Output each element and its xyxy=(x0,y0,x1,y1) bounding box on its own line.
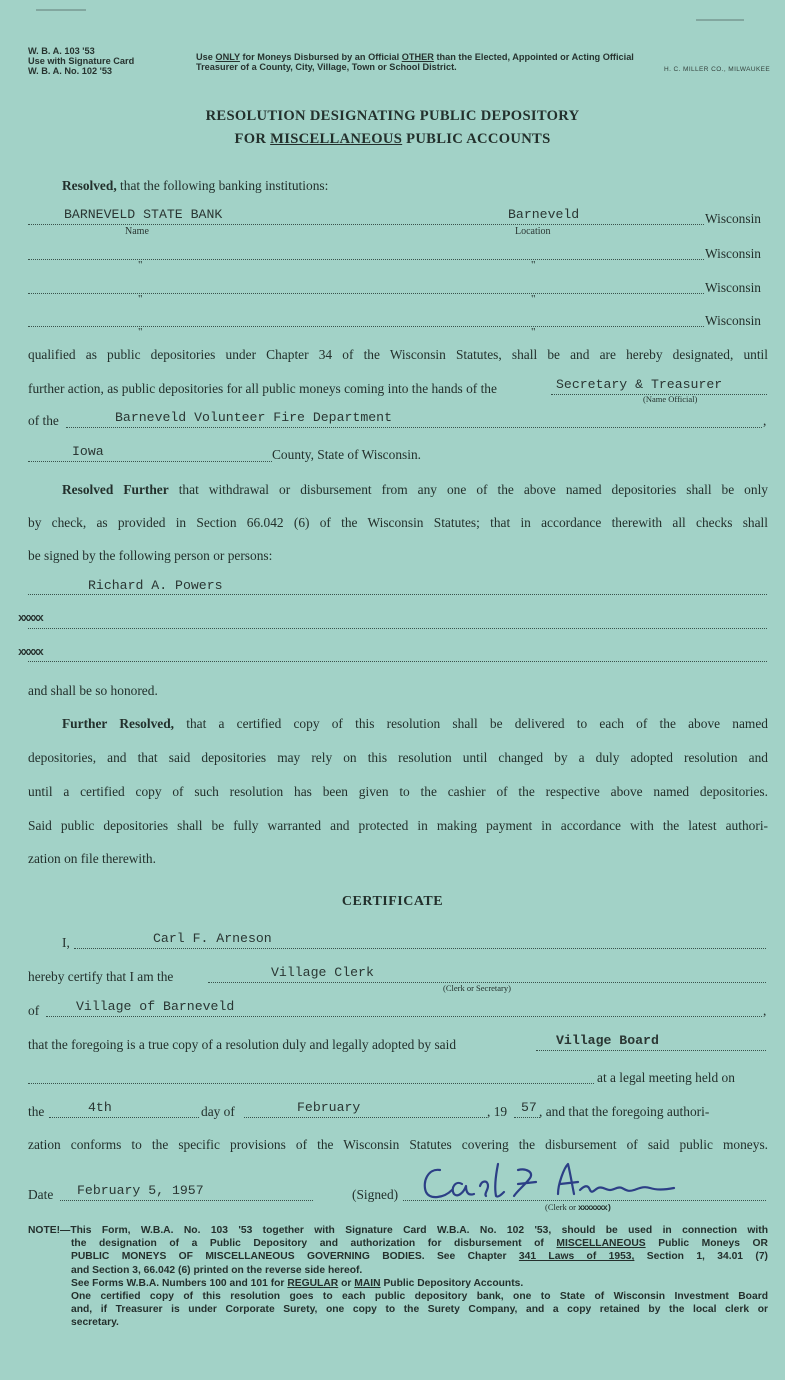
ditto-mark: " xyxy=(138,326,143,338)
clerk-name-value: Carl F. Arneson xyxy=(153,931,272,946)
form-title-line-2 xyxy=(0,131,785,148)
further-resolved-bold: Further Resolved, xyxy=(62,716,175,731)
state-label: Wisconsin xyxy=(705,280,761,295)
further-line-1 xyxy=(62,482,768,498)
title-text: PUBLIC ACCOUNTS xyxy=(402,131,551,147)
usage-only: ONLY xyxy=(215,52,240,62)
signer-line xyxy=(28,594,767,595)
board-value: Village Board xyxy=(556,1033,659,1048)
the-label: the xyxy=(28,1104,45,1119)
further-line-3: be signed by the following person or persons: xyxy=(28,548,273,563)
location-caption: Location xyxy=(515,226,551,237)
xout-mark: xxxxx xyxy=(18,647,43,659)
paper-mark xyxy=(36,9,86,11)
usage-text: Use xyxy=(196,52,216,62)
note-line-3 xyxy=(28,1250,768,1263)
printer-mark: H. C. MILLER CO., MILWAUKEE xyxy=(664,66,771,73)
note-line-1: NOTE!—This Form, W.B.A. No. 103 '53 together with Signature Card W.B.A. No. 102 '53, should be used in connection with xyxy=(28,1225,768,1236)
usage-text: than the Elected, Appointed or Acting Official xyxy=(433,52,634,62)
signer-line-2 xyxy=(28,628,767,629)
xout-mark: xxxxx xyxy=(18,613,43,625)
clerk-title-value: Village Clerk xyxy=(271,965,374,980)
further-bold: Resolved Further xyxy=(62,482,169,497)
organization-line xyxy=(66,427,762,428)
note-line-8: secretary. xyxy=(71,1317,119,1329)
signer-value: Richard A. Powers xyxy=(88,578,223,593)
year-line xyxy=(514,1117,540,1118)
state-label: Wisconsin xyxy=(705,246,761,261)
honored-text: and shall be so honored. xyxy=(28,683,158,698)
qualified-line-1: qualified as public depositories under Chapter 34 of the Wisconsin Statutes, shall be and are hereby designated, until xyxy=(28,347,768,362)
bank-line-3 xyxy=(28,293,704,294)
official-caption: (Name Official) xyxy=(643,394,698,404)
signed-caption-text: (Clerk or xyxy=(545,1202,579,1212)
usage-line-2: Treasurer of a County, City, Village, Town or School District. xyxy=(196,62,457,72)
name-caption: Name xyxy=(125,226,149,237)
note-underlined: MAIN xyxy=(354,1277,381,1289)
resolved-text: that the following banking institutions: xyxy=(116,178,329,193)
authori-text: , and that the foregoing authori- xyxy=(539,1104,710,1119)
village-line xyxy=(46,1016,762,1017)
comma: , xyxy=(763,413,767,428)
bank-location: Barneveld xyxy=(508,207,580,222)
day-line xyxy=(49,1117,199,1118)
note-text: PUBLIC MONEYS OF MISCELLANEOUS GOVERNING BODIES. See Chapter xyxy=(71,1251,519,1263)
signer-line-3 xyxy=(28,661,767,662)
clerk-name-line xyxy=(74,948,766,949)
ditto-mark: " xyxy=(531,293,536,305)
county-value: Iowa xyxy=(72,444,104,459)
note-text: or xyxy=(338,1277,355,1289)
further-resolved-line-4: Said public depositories shall be fully warranted and protected in making payment in accordance with the latest authori- xyxy=(28,818,768,833)
county-suffix: County, State of Wisconsin. xyxy=(272,447,421,462)
further-resolved-line-5: zation on file therewith. xyxy=(28,851,156,866)
organization-value: Barneveld Volunteer Fire Department xyxy=(115,410,392,425)
further-line-2: by check, as provided in Section 66.042 (6) of the Wisconsin Statutes; that in accordance therewith all checks shall xyxy=(28,515,768,530)
conforms-text: zation conforms to the specific provisions of the Wisconsin Statutes covering the disbursement of said public moneys. xyxy=(28,1137,768,1152)
meeting-line xyxy=(28,1083,594,1084)
day-value: 4th xyxy=(88,1100,112,1115)
note-underlined: MISCELLANEOUS xyxy=(556,1238,646,1250)
meeting-text: at a legal meeting held on xyxy=(597,1070,735,1085)
title-text: FOR xyxy=(234,131,271,147)
bank-line-1 xyxy=(28,224,704,225)
note-text: the designation of a Public Depository and authorization for disbursement of xyxy=(71,1238,557,1250)
state-label: Wisconsin xyxy=(705,313,761,328)
day-of-label: day of xyxy=(201,1104,235,1119)
form-code-line: W. B. A. No. 102 '53 xyxy=(28,66,113,76)
form-code-line: W. B. A. 103 '53 xyxy=(28,46,95,56)
note-text: Public Depository Accounts. xyxy=(380,1277,524,1289)
of-the-label: of the xyxy=(28,413,59,428)
note-text: Section 1, 34.01 (7) xyxy=(634,1251,768,1263)
certificate-heading: CERTIFICATE xyxy=(341,894,444,909)
i-label: I, xyxy=(62,935,70,950)
state-label: Wisconsin xyxy=(705,211,761,226)
note-line-7: and, if Treasurer is under Corporate Surety, one copy to the Surety Company, and a copy retained by the local clerk or xyxy=(71,1304,768,1316)
ditto-mark: " xyxy=(138,293,143,305)
further-resolved-line-2: depositories, and that said depositories may rely on this resolution until changed by a duly adopted resolution and xyxy=(28,750,768,765)
usage-other: OTHER xyxy=(401,52,434,62)
usage-note xyxy=(196,52,634,72)
comma: , xyxy=(763,1003,767,1018)
signed-caption-xout: xxxxxxx) xyxy=(578,1203,611,1213)
form-title-line-1: RESOLUTION DESIGNATING PUBLIC DEPOSITORY xyxy=(205,108,580,124)
further-resolved-text: that a certified copy of this resolution shall be delivered to each of the above named xyxy=(174,716,768,731)
bank-line-4 xyxy=(28,326,704,327)
signed-caption xyxy=(545,1202,611,1213)
paper-mark xyxy=(696,19,744,21)
further-resolved-line-1 xyxy=(62,716,768,732)
ditto-mark: " xyxy=(531,259,536,271)
village-value: Village of Barneveld xyxy=(76,999,235,1014)
ditto-mark: " xyxy=(531,326,536,338)
form-code-line: Use with Signature Card xyxy=(28,56,135,66)
footnote xyxy=(28,1224,768,1330)
note-line-2 xyxy=(28,1237,768,1250)
note-underlined: 341 Laws of 1953, xyxy=(518,1251,635,1263)
signed-label: (Signed) xyxy=(352,1187,399,1202)
note-line-5 xyxy=(28,1277,768,1290)
note-text: Public Moneys OR xyxy=(645,1238,768,1250)
form-codes xyxy=(28,46,134,76)
official-value: Secretary & Treasurer xyxy=(556,377,723,392)
usage-text: for Moneys Disbursed by an Official xyxy=(239,52,402,62)
date-line xyxy=(60,1200,313,1201)
note-underlined: REGULAR xyxy=(287,1277,339,1289)
qualified-line-2: further action, as public depositories for all public moneys coming into the hands of the xyxy=(28,381,497,396)
note-text: See Forms W.B.A. Numbers 100 and 101 for xyxy=(71,1277,288,1289)
resolved-bold: Resolved, xyxy=(62,178,117,193)
bank-name: BARNEVELD STATE BANK xyxy=(64,207,223,222)
further-resolved-line-3: until a certified copy of such resolution has been given to the cashier of the respective above named depositories. xyxy=(28,784,768,799)
date-label: Date xyxy=(28,1187,54,1202)
year-prefix: , 19 xyxy=(487,1104,508,1119)
note-line-6: One certified copy of this resolution goes to each public depository bank, one to State of Wisconsin Investment Board xyxy=(71,1291,768,1303)
usage-line-1 xyxy=(196,52,634,62)
handwritten-signature xyxy=(418,1160,680,1202)
title-underlined: MISCELLANEOUS xyxy=(270,131,403,147)
of-label: of xyxy=(28,1003,40,1018)
month-value: February xyxy=(297,1100,361,1115)
note-line-4: and Section 3, 66.042 (6) printed on the reverse side hereof. xyxy=(71,1264,363,1276)
certify-text: hereby certify that I am the xyxy=(28,969,174,984)
date-value: February 5, 1957 xyxy=(77,1183,204,1198)
month-line xyxy=(244,1117,487,1118)
ditto-mark: " xyxy=(138,259,143,271)
further-text: that withdrawal or disbursement from any one of the above named depositories shall be only xyxy=(168,482,768,497)
board-line xyxy=(536,1050,766,1051)
year-value: 57 xyxy=(521,1100,537,1115)
foregoing-text: that the foregoing is a true copy of a resolution duly and legally adopted by said xyxy=(28,1037,457,1052)
county-line xyxy=(28,461,272,462)
clerk-title-caption: (Clerk or Secretary) xyxy=(443,983,511,993)
resolved-lead xyxy=(62,178,328,194)
bank-line-2 xyxy=(28,259,704,260)
